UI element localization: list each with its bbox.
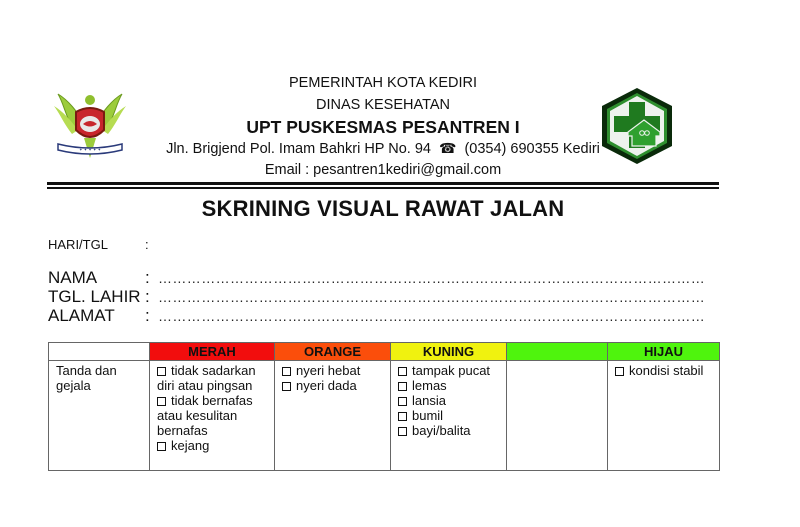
checkbox-icon[interactable] — [398, 367, 407, 376]
table-header-row — [49, 343, 720, 361]
checkbox-label: lemas — [412, 378, 447, 393]
header-divider-thick — [47, 182, 719, 185]
field-colon: : — [145, 287, 150, 306]
field-colon: : — [145, 306, 150, 325]
field-hari-tgl[interactable] — [48, 237, 149, 252]
puskesmas-logo — [598, 86, 676, 166]
cell-hijau — [608, 361, 720, 471]
header-orange: ORANGE — [275, 343, 391, 361]
table-row — [49, 361, 720, 471]
government-name: PEMERINTAH KOTA KEDIRI — [289, 75, 477, 91]
field-colon: : — [145, 268, 150, 287]
header-kuning: KUNING — [391, 343, 507, 361]
checkbox-icon[interactable] — [157, 397, 166, 406]
field-colon: : — [145, 237, 149, 252]
checkbox-label: lansia — [412, 393, 446, 408]
checkbox-icon[interactable] — [398, 382, 407, 391]
triage-table — [48, 342, 720, 471]
checkbox-item[interactable] — [398, 378, 499, 393]
checkbox-icon[interactable] — [615, 367, 624, 376]
checkbox-label: tidak sadarkan diri atau pingsan — [157, 363, 256, 393]
email-line: Email : pesantren1kediri@gmail.com — [264, 162, 502, 178]
checkbox-icon[interactable] — [282, 367, 291, 376]
phone-icon: ☎ — [438, 140, 457, 156]
header-green-blank — [507, 343, 608, 361]
checkbox-label: tampak pucat — [412, 363, 491, 378]
field-nama[interactable] — [48, 268, 706, 288]
cell-orange — [275, 361, 391, 471]
header-empty — [49, 343, 150, 361]
checkbox-item[interactable] — [157, 438, 267, 453]
checkbox-item[interactable] — [398, 408, 499, 423]
field-label: TGL. LAHIR — [48, 287, 141, 306]
field-label: ALAMAT — [48, 306, 115, 325]
phone-number: (0354) 690355 Kediri — [464, 141, 600, 157]
checkbox-icon[interactable] — [282, 382, 291, 391]
field-fill-line[interactable]: …………………………………………………………………………………………………… — [158, 270, 706, 286]
field-label: NAMA — [48, 268, 98, 287]
header-hijau: HIJAU — [608, 343, 720, 361]
checkbox-item[interactable] — [398, 363, 499, 378]
svg-text:✦ ✦ ✦ ✦ ✦: ✦ ✦ ✦ ✦ ✦ — [79, 147, 101, 152]
checkbox-label: tidak bernafas atau kesulitan bernafas — [157, 393, 253, 438]
department-name: DINAS KESEHATAN — [315, 97, 451, 113]
field-label: HARI/TGL — [48, 237, 108, 252]
checkbox-item[interactable] — [282, 363, 383, 378]
cell-green-blank — [507, 361, 608, 471]
checkbox-icon[interactable] — [157, 442, 166, 451]
checkbox-item[interactable] — [398, 423, 499, 438]
checkbox-item[interactable] — [615, 363, 712, 378]
field-alamat[interactable] — [48, 306, 706, 326]
checkbox-label: kondisi stabil — [629, 363, 704, 378]
address-text: Jln. Brigjend Pol. Imam Bahkri HP No. 94 — [166, 141, 431, 157]
cell-merah — [150, 361, 275, 471]
form-title: SKRINING VISUAL RAWAT JALAN — [201, 196, 565, 221]
checkbox-icon[interactable] — [398, 412, 407, 421]
checkbox-label: kejang — [171, 438, 210, 453]
checkbox-item[interactable] — [398, 393, 499, 408]
header-divider-thin — [47, 187, 719, 189]
checkbox-label: nyeri dada — [296, 378, 357, 393]
checkbox-icon[interactable] — [157, 367, 166, 376]
field-tgl-lahir[interactable] — [48, 287, 706, 307]
checkbox-item[interactable] — [157, 393, 267, 438]
institution-name: UPT PUSKESMAS PESANTREN I — [246, 117, 520, 137]
row-label: Tanda dan gejala — [49, 361, 150, 471]
checkbox-label: bayi/balita — [412, 423, 471, 438]
checkbox-item[interactable] — [282, 378, 383, 393]
checkbox-label: nyeri hebat — [296, 363, 361, 378]
checkbox-label: bumil — [412, 408, 444, 423]
checkbox-icon[interactable] — [398, 397, 407, 406]
cell-kuning — [391, 361, 507, 471]
field-fill-line[interactable]: …………………………………………………………………………………………………… — [158, 289, 706, 305]
checkbox-icon[interactable] — [398, 427, 407, 436]
checkbox-item[interactable] — [157, 363, 267, 393]
field-fill-line[interactable]: …………………………………………………………………………………………………… — [158, 308, 706, 324]
header-merah: MERAH — [150, 343, 275, 361]
